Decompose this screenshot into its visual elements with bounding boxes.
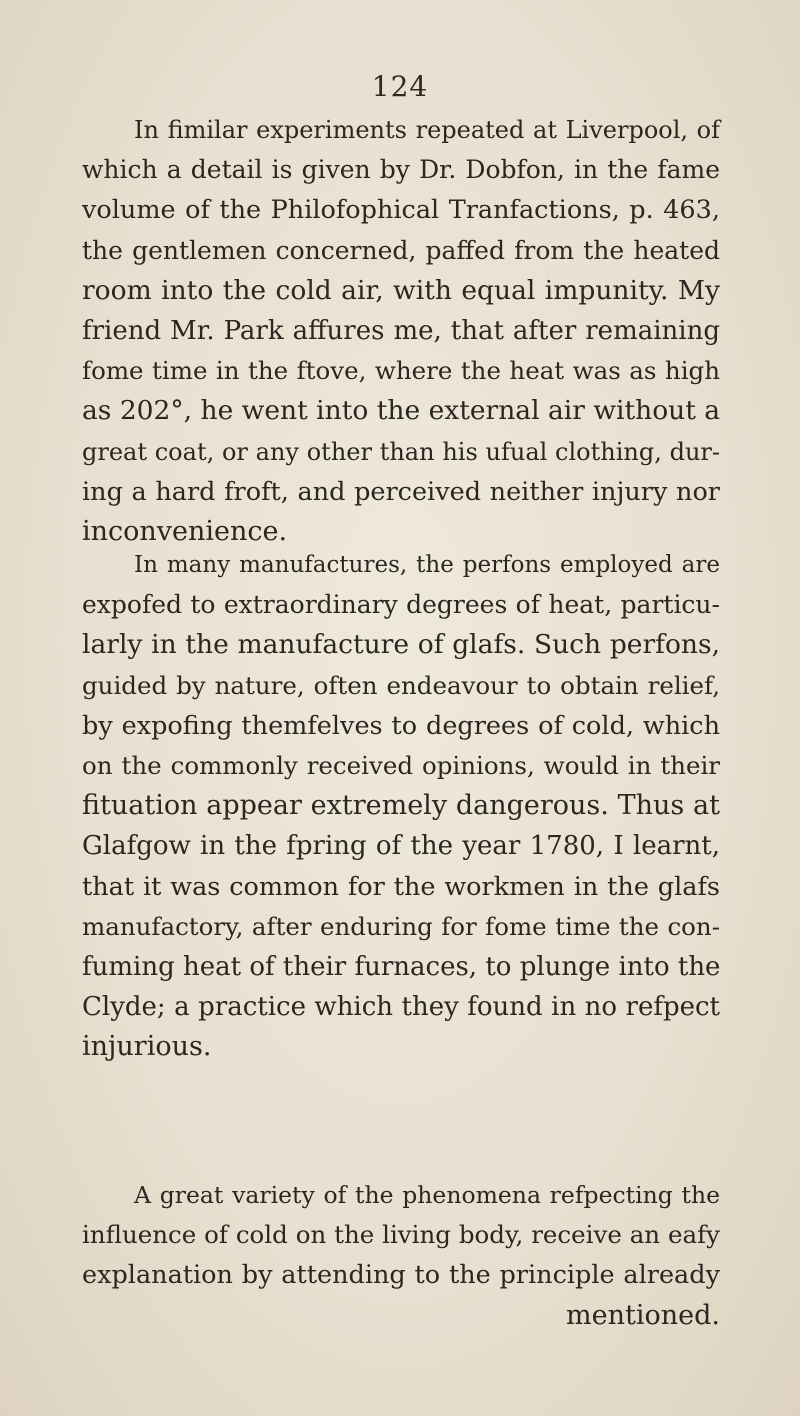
text-line: In many manufactures, the perfons employed are <box>134 552 720 578</box>
text-line: injurious. <box>82 1031 212 1063</box>
text-line: the gentlemen concerned, paffed from the heated <box>82 235 720 265</box>
text-line: volume of the Philofophical Tranfactions, p. 463, <box>82 195 720 226</box>
text-line: fuming heat of their furnaces, to plunge into the <box>82 951 721 982</box>
text-line: manufactory, after enduring for fome time the con- <box>82 911 720 941</box>
paragraph-1 <box>82 110 720 552</box>
text-line: great coat, or any other than his ufual clothing, dur- <box>82 437 720 466</box>
text-line: ing a hard froft, and perceived neither injury nor <box>82 476 720 507</box>
text-line: inconvenience. <box>82 515 288 547</box>
text-line: In fimilar experiments repeated at Liverpool, of <box>134 116 720 144</box>
text-line: friend Mr. Park affures me, that after remaining <box>82 315 720 346</box>
text-line: explanation by attending to the principle already <box>82 1260 720 1291</box>
text-line: room into the cold air, with equal impunity. My <box>82 274 720 306</box>
text-line: influence of cold on the living body, receive an eafy <box>82 1220 720 1250</box>
text-line: as 202°, he went into the external air without a <box>82 395 721 427</box>
text-line: on the commonly received opinions, would in their <box>82 750 720 780</box>
text-line: mentioned. <box>566 1299 720 1331</box>
text-line: Clyde; a practice which they found in no refpect <box>82 992 720 1023</box>
text-line: guided by nature, often endeavour to obtain relief, <box>82 670 720 700</box>
text-line: by expofing themfelves to degrees of cold, which <box>82 710 720 741</box>
text-line: Glafgow in the fpring of the year 1780, I learnt, <box>82 831 720 862</box>
text-line: that it was common for the workmen in the glafs <box>82 871 720 902</box>
text-line: expofed to extraordinary degrees of heat, particu- <box>82 590 720 620</box>
text-line: larly in the manufacture of glafs. Such perfons, <box>82 629 720 661</box>
text-line: fome time in the ftove, where the heat was as high <box>82 356 720 386</box>
paragraph-2 <box>82 545 720 1067</box>
text-line: which a detail is given by Dr. Dobfon, in the fame <box>82 155 720 185</box>
page-number: 124 <box>371 70 429 103</box>
text-line: fituation appear extremely dangerous. Thus at <box>82 790 720 822</box>
text-line: A great variety of the phenomena refpecting the <box>134 1181 720 1209</box>
paragraph-3 <box>82 1175 720 1336</box>
